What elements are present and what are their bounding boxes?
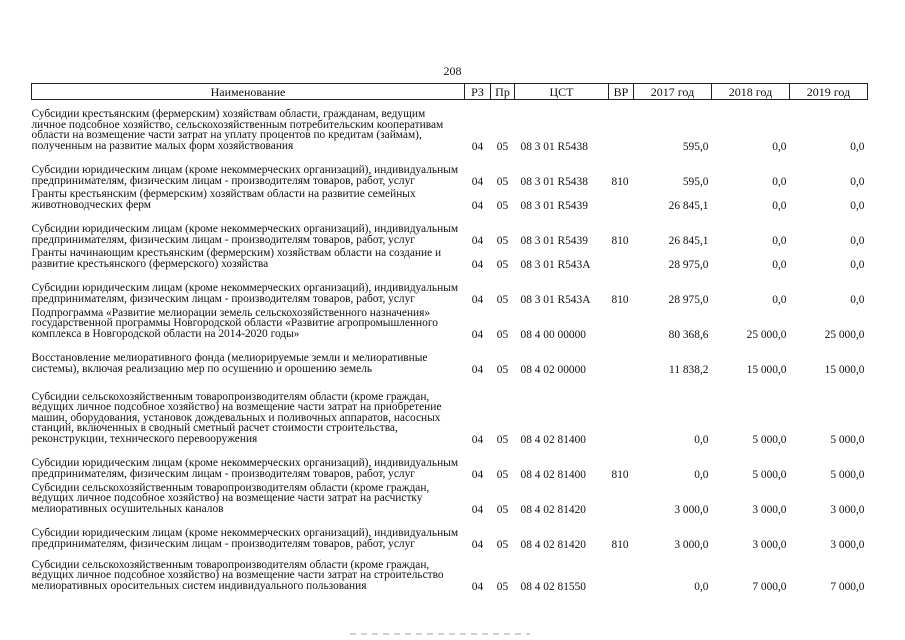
- row-cst: 08 3 01 R543A: [520, 258, 591, 271]
- row-2018: 5 000,0: [752, 468, 787, 481]
- row-vr: [609, 341, 634, 376]
- row-2018: 0,0: [772, 175, 787, 188]
- row-vr: [609, 100, 634, 153]
- row-rz: 04: [471, 363, 484, 376]
- header-rz: РЗ: [465, 84, 491, 100]
- row-rz: 04: [471, 140, 484, 153]
- row-vr: [609, 306, 634, 341]
- row-name: Гранты начинающим крестьянским (фермерским) хозяйствам области на создание и развитие крестьянского (фермерского) хозяйства: [31, 247, 442, 270]
- row-pr: 05: [496, 258, 509, 271]
- row-pr: 05: [496, 234, 509, 247]
- row-rz: 04: [471, 468, 484, 481]
- row-name: Субсидии крестьянским (фермерским) хозяйствам области, гражданам, ведущим личное подсобное хозяйство, сельскохозяйственным потребительским кооперативам области на возмещение части затрат на уплату процентов по кредитам (займам), полученным на развитие малых форм хозяйствования: [31, 108, 444, 152]
- row-2018: 15 000,0: [746, 363, 787, 376]
- table-row: [32, 341, 868, 376]
- row-vr: 810: [611, 538, 629, 551]
- row-name: Субсидии юридическим лицам (кроме некоммерческих организаций), индивидуальным предпринимателям, физическим лицам - производителям товаров, работ, услуг: [31, 223, 459, 246]
- row-vr: 810: [611, 175, 629, 188]
- table-row: [32, 188, 868, 212]
- row-cst: 08 4 02 81400: [520, 468, 586, 481]
- row-name: Субсидии сельскохозяйственным товаропроизводителям области (кроме граждан, ведущих личное подсобное хозяйство) на возмещение части затрат на расчистку мелиоративных осушительных каналов: [31, 481, 430, 515]
- row-pr: 05: [496, 140, 509, 153]
- row-rz: 04: [471, 538, 484, 551]
- row-2018: 5 000,0: [752, 433, 787, 446]
- table-row: [32, 100, 868, 153]
- row-cst: 08 3 01 R5439: [520, 234, 588, 247]
- row-cst: 08 4 02 81420: [520, 538, 586, 551]
- row-vr: 810: [611, 234, 629, 247]
- row-cst: 08 3 01 R5438: [520, 140, 588, 153]
- table-row: [32, 306, 868, 341]
- table-row: [32, 212, 868, 247]
- row-vr: 810: [611, 293, 629, 306]
- row-pr: 05: [496, 199, 509, 212]
- row-rz: 04: [471, 199, 484, 212]
- row-pr: 05: [496, 175, 509, 188]
- row-2019: 0,0: [850, 258, 865, 271]
- row-name: Субсидии сельскохозяйственным товаропроизводителям области (кроме граждан, ведущих личное подсобное хозяйство) на возмещение части затрат на приобретение машин, оборудования, установок дождевальных и поливочных аппаратов, насосных станций, включенных в сводный сметный расчет стоимости строительства, реконструкции, технического перевооружения: [31, 390, 442, 445]
- row-2017: 3 000,0: [674, 503, 709, 516]
- header-2019: 2019 год: [790, 84, 868, 100]
- row-2018: 25 000,0: [746, 328, 787, 341]
- row-rz: 04: [471, 175, 484, 188]
- row-2019: 0,0: [850, 234, 865, 247]
- header-cst: ЦСТ: [515, 84, 609, 100]
- row-2018: 0,0: [772, 258, 787, 271]
- row-rz: 04: [471, 433, 484, 446]
- row-rz: 04: [471, 234, 484, 247]
- table-row: [32, 271, 868, 306]
- row-name: Субсидии юридическим лицам (кроме некоммерческих организаций), индивидуальным предпринимателям, физическим лицам - производителям товаров, работ, услуг: [31, 282, 459, 305]
- row-pr: 05: [496, 538, 509, 551]
- table-row: [32, 481, 868, 516]
- row-2018: 0,0: [772, 140, 787, 153]
- row-2018: 7 000,0: [752, 580, 787, 593]
- table-row: [32, 247, 868, 271]
- row-pr: 05: [496, 293, 509, 306]
- row-vr: 810: [611, 468, 629, 481]
- page-number: 208: [443, 64, 462, 78]
- row-2017: 0,0: [694, 433, 709, 446]
- row-pr: 05: [496, 328, 509, 341]
- row-vr: [609, 481, 634, 516]
- row-cst: 08 4 02 81400: [520, 433, 586, 446]
- row-pr: 05: [496, 468, 509, 481]
- table-row: [32, 551, 868, 593]
- row-2017: 595,0: [682, 175, 709, 188]
- row-2019: 7 000,0: [830, 580, 865, 593]
- row-pr: 05: [496, 433, 509, 446]
- table-header-row: [32, 84, 868, 100]
- header-vr: ВР: [609, 84, 634, 100]
- row-rz: 04: [471, 258, 484, 271]
- row-2017: 28 975,0: [668, 293, 709, 306]
- header-pr: Пр: [491, 84, 515, 100]
- row-2019: 15 000,0: [824, 363, 865, 376]
- row-cst: 08 3 01 R5438: [520, 175, 588, 188]
- header-name: Наименование: [32, 84, 465, 100]
- row-rz: 04: [471, 580, 484, 593]
- row-2017: 3 000,0: [674, 538, 709, 551]
- row-name: Гранты крестьянским (фермерским) хозяйствам области на развитие семейных животноводческих ферм: [31, 188, 416, 211]
- row-cst: 08 4 02 00000: [520, 363, 586, 376]
- row-name: Субсидии юридическим лицам (кроме некоммерческих организаций), индивидуальным предпринимателям, физическим лицам - производителям товаров, работ, услуг: [31, 527, 459, 550]
- row-cst: 08 4 02 81420: [520, 503, 586, 516]
- row-name: Подпрограмма «Развитие мелиорации земель сельскохозяйственного назначения» государственной программы Новгородской области «Развитие агропромышленного комплекса в Новгородской области на 2014-2020 годы»: [31, 306, 438, 340]
- row-2017: 0,0: [694, 468, 709, 481]
- row-vr: [609, 551, 634, 593]
- row-2017: 11 838,2: [669, 363, 709, 376]
- row-2018: 0,0: [772, 199, 787, 212]
- row-2019: 5 000,0: [830, 433, 865, 446]
- row-2019: 5 000,0: [830, 468, 865, 481]
- row-cst: 08 4 02 81550: [520, 580, 586, 593]
- row-pr: 05: [496, 580, 509, 593]
- row-2017: 28 975,0: [668, 258, 709, 271]
- table-row: [32, 376, 868, 446]
- row-cst: 08 4 00 00000: [520, 328, 586, 341]
- row-2018: 3 000,0: [752, 503, 787, 516]
- table-row: [32, 153, 868, 188]
- row-2017: 80 368,6: [668, 328, 709, 341]
- row-2017: 26 845,1: [668, 234, 709, 247]
- row-cst: 08 3 01 R543A: [520, 293, 591, 306]
- scan-artifact: [350, 633, 530, 635]
- table-row: [32, 516, 868, 551]
- table-body: [32, 100, 868, 593]
- row-2017: 595,0: [682, 140, 709, 153]
- row-name: Субсидии сельскохозяйственным товаропроизводителям области (кроме граждан, ведущих личное подсобное хозяйство) на возмещение части затрат на строительство мелиоративных оросительных систем индивидуального пользования: [31, 558, 444, 592]
- row-2019: 0,0: [850, 199, 865, 212]
- row-2018: 0,0: [772, 293, 787, 306]
- row-name: Восстановление мелиоративного фонда (мелиорируемые земли и мелиоративные системы), включая реализацию мер по осушению и орошению земель: [31, 352, 428, 375]
- row-name: Субсидии юридическим лицам (кроме некоммерческих организаций), индивидуальным предпринимателям, физическим лицам - производителям товаров, работ, услуг: [31, 457, 459, 480]
- header-2018: 2018 год: [712, 84, 790, 100]
- row-2017: 26 845,1: [668, 199, 709, 212]
- row-vr: [609, 376, 634, 446]
- row-rz: 04: [471, 328, 484, 341]
- row-cst: 08 3 01 R5439: [520, 199, 588, 212]
- row-2019: 3 000,0: [830, 503, 865, 516]
- row-2018: 0,0: [772, 234, 787, 247]
- row-2019: 3 000,0: [830, 538, 865, 551]
- row-2019: 25 000,0: [824, 328, 865, 341]
- row-rz: 04: [471, 503, 484, 516]
- header-2017: 2017 год: [634, 84, 712, 100]
- row-vr: [609, 247, 634, 271]
- row-rz: 04: [471, 293, 484, 306]
- row-pr: 05: [496, 503, 509, 516]
- row-2018: 3 000,0: [752, 538, 787, 551]
- budget-table: [31, 83, 868, 593]
- row-2019: 0,0: [850, 175, 865, 188]
- row-pr: 05: [496, 363, 509, 376]
- row-2017: 0,0: [694, 580, 709, 593]
- row-2019: 0,0: [850, 140, 865, 153]
- row-name: Субсидии юридическим лицам (кроме некоммерческих организаций), индивидуальным предпринимателям, физическим лицам - производителям товаров, работ, услуг: [31, 164, 459, 187]
- row-vr: [609, 188, 634, 212]
- table-row: [32, 446, 868, 481]
- row-2019: 0,0: [850, 293, 865, 306]
